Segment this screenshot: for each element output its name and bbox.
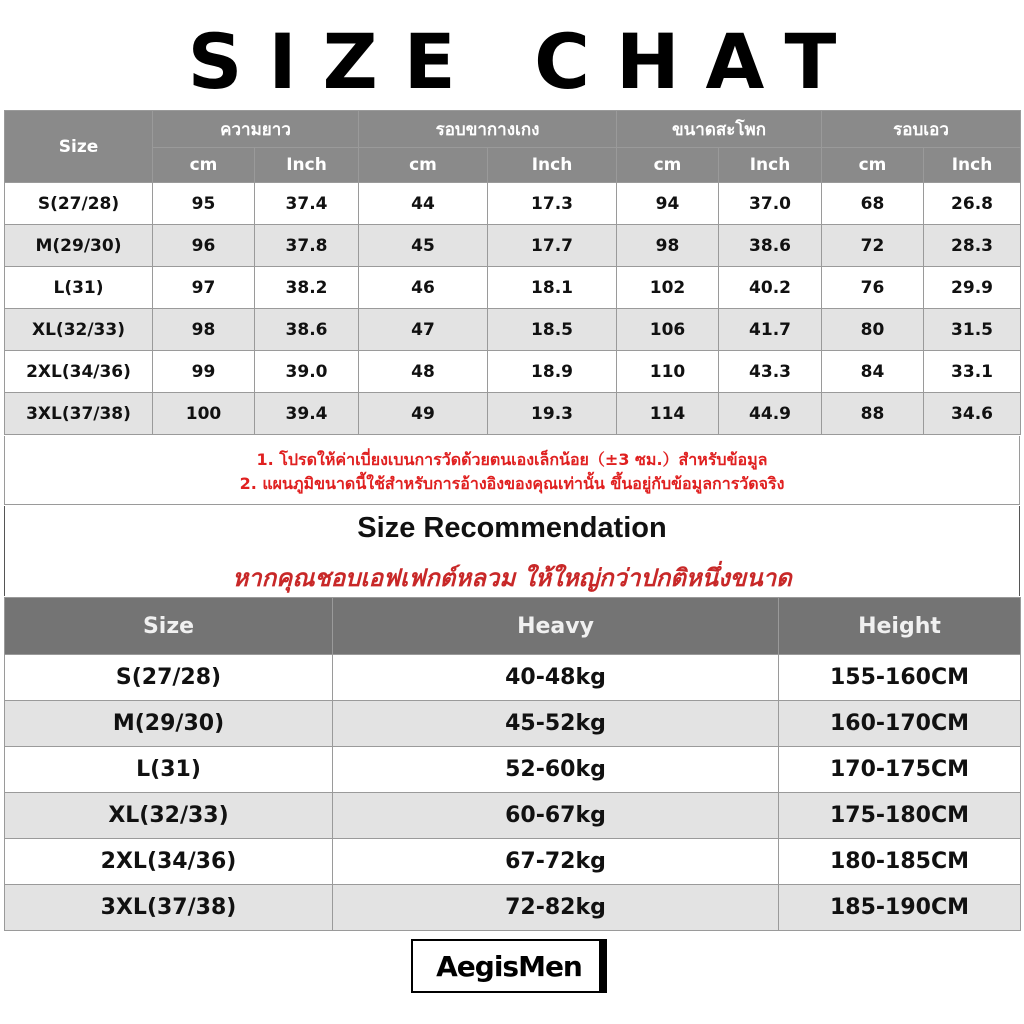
rec-weight-header: Heavy <box>333 598 779 655</box>
size-cell: 3XL(37/38) <box>5 885 333 931</box>
height-cell: 185-190CM <box>779 885 1021 931</box>
value-cell: 72 <box>822 225 924 267</box>
table-row <box>5 393 1021 435</box>
value-cell: 37.8 <box>255 225 359 267</box>
size-cell: L(31) <box>5 267 153 309</box>
table-row <box>5 701 1021 747</box>
value-cell: 96 <box>153 225 255 267</box>
height-cell: 155-160CM <box>779 655 1021 701</box>
value-cell: 31.5 <box>924 309 1021 351</box>
value-cell: 43.3 <box>719 351 822 393</box>
value-cell: 41.7 <box>719 309 822 351</box>
unit-header-cm: cm <box>359 148 488 183</box>
value-cell: 114 <box>617 393 719 435</box>
value-cell: 18.1 <box>488 267 617 309</box>
size-chart-table <box>4 110 1021 435</box>
value-cell: 100 <box>153 393 255 435</box>
size-cell: S(27/28) <box>5 655 333 701</box>
value-cell: 28.3 <box>924 225 1021 267</box>
value-cell: 68 <box>822 183 924 225</box>
weight-cell: 60-67kg <box>333 793 779 839</box>
unit-header-cm: cm <box>822 148 924 183</box>
weight-cell: 40-48kg <box>333 655 779 701</box>
size-recommendation-section <box>4 506 1020 596</box>
value-cell: 34.6 <box>924 393 1021 435</box>
recommendation-table <box>4 597 1021 931</box>
table-row <box>5 351 1021 393</box>
value-cell: 102 <box>617 267 719 309</box>
value-cell: 88 <box>822 393 924 435</box>
value-cell: 98 <box>617 225 719 267</box>
weight-cell: 67-72kg <box>333 839 779 885</box>
table-row <box>5 225 1021 267</box>
table-row <box>5 309 1021 351</box>
value-cell: 84 <box>822 351 924 393</box>
note-line-1: 1. โปรดให้ค่าเบี่ยงเบนการวัดด้วยตนเองเล็กน้อย（±3 ซม.）สำหรับข้อมูล <box>256 450 768 469</box>
value-cell: 45 <box>359 225 488 267</box>
value-cell: 17.7 <box>488 225 617 267</box>
size-cell: 2XL(34/36) <box>5 839 333 885</box>
weight-cell: 52-60kg <box>333 747 779 793</box>
table-row <box>5 793 1021 839</box>
size-cell: XL(32/33) <box>5 309 153 351</box>
value-cell: 38.6 <box>255 309 359 351</box>
value-cell: 106 <box>617 309 719 351</box>
value-cell: 80 <box>822 309 924 351</box>
value-cell: 47 <box>359 309 488 351</box>
unit-header-cm: cm <box>153 148 255 183</box>
rec-height-header: Height <box>779 598 1021 655</box>
value-cell: 33.1 <box>924 351 1021 393</box>
size-cell: S(27/28) <box>5 183 153 225</box>
unit-header-inch: Inch <box>924 148 1021 183</box>
value-cell: 98 <box>153 309 255 351</box>
value-cell: 38.2 <box>255 267 359 309</box>
value-cell: 29.9 <box>924 267 1021 309</box>
value-cell: 110 <box>617 351 719 393</box>
waist-group-header: รอบเอว <box>822 111 1021 148</box>
value-cell: 38.6 <box>719 225 822 267</box>
size-cell: L(31) <box>5 747 333 793</box>
value-cell: 44.9 <box>719 393 822 435</box>
hip-group-header: ขนาดสะโพก <box>617 111 822 148</box>
value-cell: 40.2 <box>719 267 822 309</box>
value-cell: 18.5 <box>488 309 617 351</box>
table-row <box>5 885 1021 931</box>
value-cell: 18.9 <box>488 351 617 393</box>
weight-cell: 45-52kg <box>333 701 779 747</box>
unit-header-inch: Inch <box>255 148 359 183</box>
height-cell: 160-170CM <box>779 701 1021 747</box>
note-line-2: 2. แผนภูมิขนาดนี้ใช้สำหรับการอ้างอิงของคุณเท่านั้น ขึ้นอยู่กับข้อมูลการวัดจริง <box>239 474 785 493</box>
value-cell: 17.3 <box>488 183 617 225</box>
value-cell: 94 <box>617 183 719 225</box>
measurement-notes <box>4 436 1020 505</box>
value-cell: 37.4 <box>255 183 359 225</box>
table-row <box>5 655 1021 701</box>
brand-logo <box>411 939 607 993</box>
value-cell: 95 <box>153 183 255 225</box>
brand-name: AegisMen <box>436 949 582 983</box>
value-cell: 39.0 <box>255 351 359 393</box>
size-cell: M(29/30) <box>5 701 333 747</box>
size-cell: 3XL(37/38) <box>5 393 153 435</box>
size-cell: XL(32/33) <box>5 793 333 839</box>
size-column-header: Size <box>5 111 153 183</box>
value-cell: 26.8 <box>924 183 1021 225</box>
value-cell: 48 <box>359 351 488 393</box>
recommendation-title: Size Recommendation <box>357 512 667 544</box>
page-title: SIZE CHAT <box>187 17 863 106</box>
value-cell: 37.0 <box>719 183 822 225</box>
height-cell: 180-185CM <box>779 839 1021 885</box>
leg-opening-group-header: รอบขากางเกง <box>359 111 617 148</box>
recommendation-subtitle: หากคุณชอบเอฟเฟกต์หลวม ให้ใหญ่กว่าปกติหนึ่งขนาด <box>232 564 792 592</box>
table-row <box>5 839 1021 885</box>
length-group-header: ความยาว <box>153 111 359 148</box>
size-cell: M(29/30) <box>5 225 153 267</box>
brand-logo-stripe <box>599 939 607 993</box>
weight-cell: 72-82kg <box>333 885 779 931</box>
value-cell: 46 <box>359 267 488 309</box>
size-cell: 2XL(34/36) <box>5 351 153 393</box>
value-cell: 97 <box>153 267 255 309</box>
value-cell: 99 <box>153 351 255 393</box>
rec-size-header: Size <box>5 598 333 655</box>
height-cell: 175-180CM <box>779 793 1021 839</box>
unit-header-inch: Inch <box>719 148 822 183</box>
height-cell: 170-175CM <box>779 747 1021 793</box>
unit-header-cm: cm <box>617 148 719 183</box>
table-row <box>5 747 1021 793</box>
value-cell: 76 <box>822 267 924 309</box>
unit-header-inch: Inch <box>488 148 617 183</box>
table-row <box>5 267 1021 309</box>
value-cell: 49 <box>359 393 488 435</box>
table-row <box>5 183 1021 225</box>
value-cell: 39.4 <box>255 393 359 435</box>
value-cell: 19.3 <box>488 393 617 435</box>
value-cell: 44 <box>359 183 488 225</box>
